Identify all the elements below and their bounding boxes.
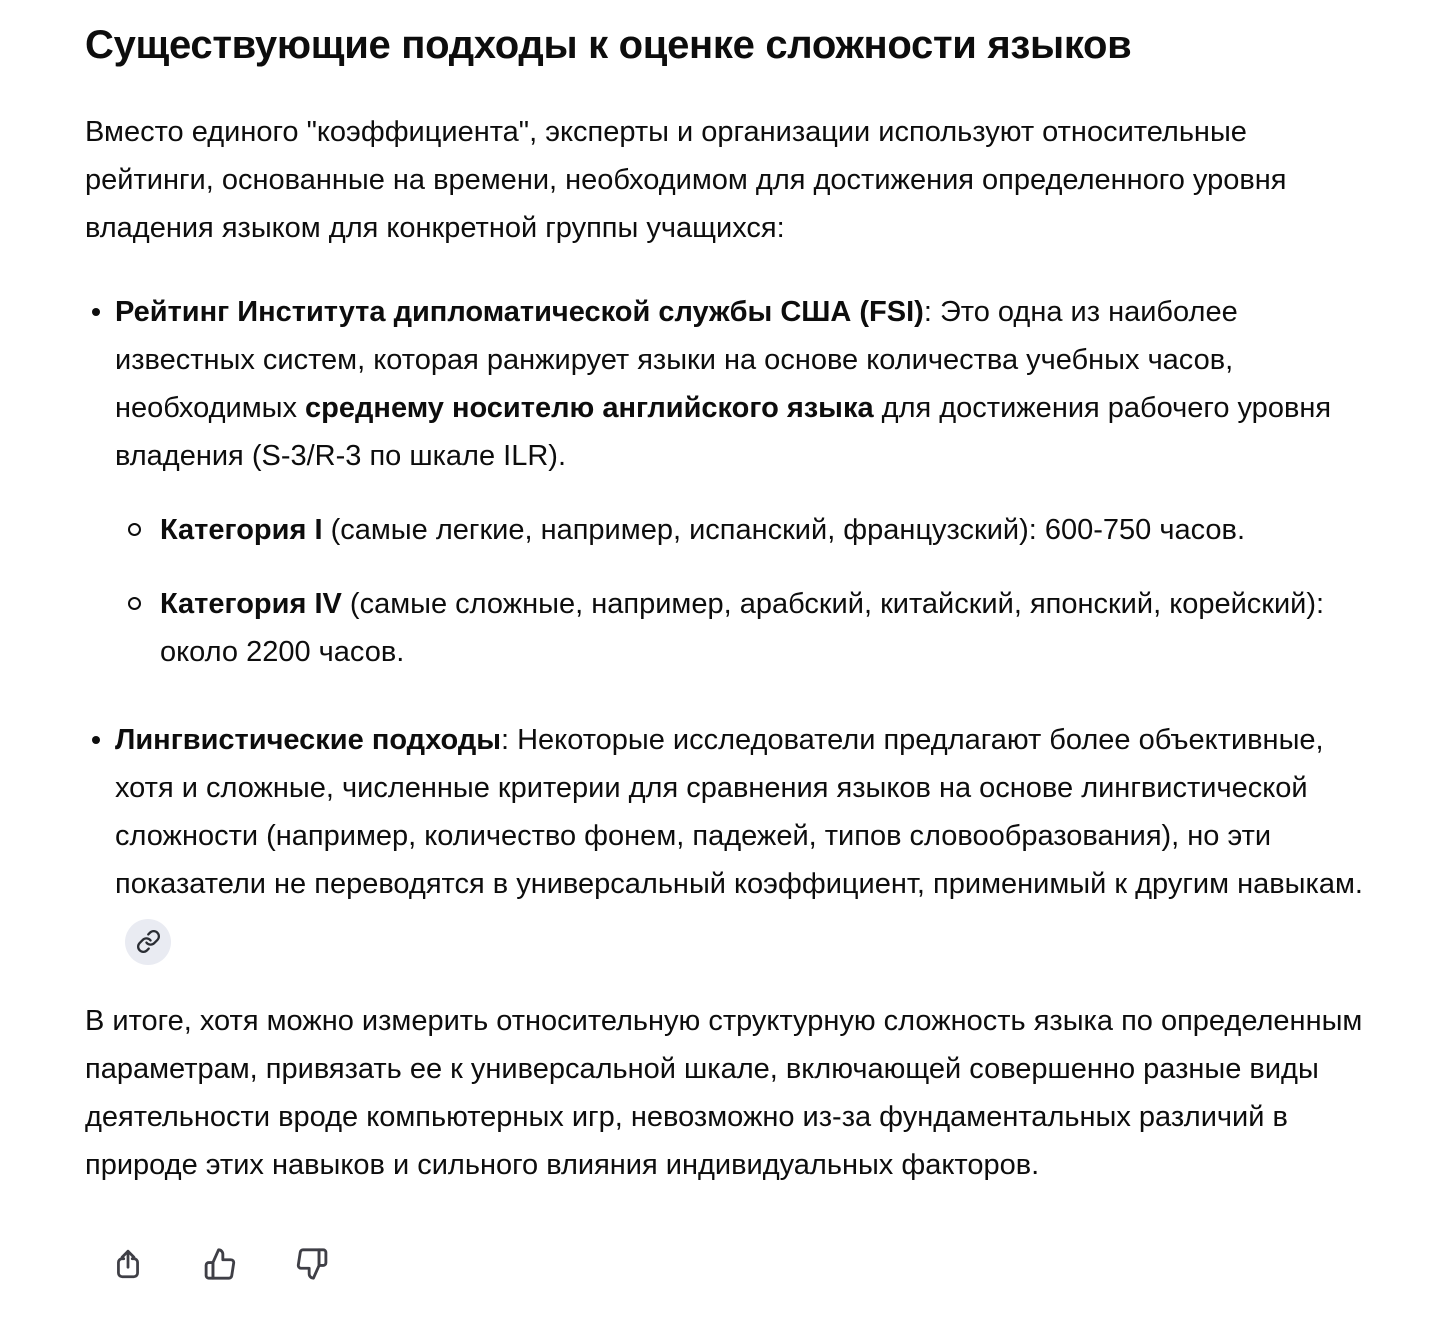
category-1-text: (самые легкие, например, испанский, французский): 600-750 часов. [322, 514, 1246, 546]
citation-link-chip[interactable] [125, 919, 171, 965]
link-icon [136, 929, 161, 954]
intro-paragraph: Вместо единого "коэффициента", эксперты и организации используют относительные рейтинги, основанные на времени, необходимом для достижения определенного уровня владения языком для конкретной группы учащихся: [85, 116, 1287, 244]
thumbs-down-icon [295, 1247, 329, 1281]
approaches-list [85, 288, 1375, 965]
thumbs-down-button[interactable] [295, 1247, 329, 1281]
share-button[interactable] [111, 1247, 145, 1281]
category-4-text: (самые сложные, например, арабский, китайский, японский, корейский): около 2200 часов. [160, 588, 1325, 668]
message-action-bar [111, 1247, 1375, 1281]
category-4-lead-bold: Категория IV [160, 588, 342, 620]
fsi-text-1: : Это одна из наиболее известных систем, которая ранжирует языки на основе количества учебных часов, необходимых [115, 296, 1238, 424]
fsi-lead-bold: Рейтинг Института дипломатической службы США (FSI) [115, 296, 924, 328]
list-item-category-4 [115, 580, 1375, 676]
conclusion-paragraph: В итоге, хотя можно измерить относительную структурную сложность языка по определенным параметрам, привязать ее к универсальной шкале, включающей совершенно разные виды деятельности вроде компьютерных игр, невозможно из-за фундаментальных различий в природе этих навыков и сильного влияния индивидуальных факторов. [85, 1004, 1363, 1181]
list-item-category-1 [115, 506, 1375, 554]
fsi-mid-bold: среднему носителю английского языка [305, 392, 874, 424]
page-title: Существующие подходы к оценке сложности языков [85, 23, 1132, 67]
list-item-fsi-rating [85, 288, 1375, 676]
share-icon [111, 1247, 145, 1281]
linguistic-lead-bold: Лингвистические подходы [115, 724, 501, 756]
category-1-lead-bold: Категория I [160, 514, 323, 546]
fsi-categories-sublist [115, 506, 1375, 676]
linguistic-text: : Некоторые исследователи предлагают более объективные, хотя и сложные, численные критерии для сравнения языков на основе лингвистической сложности (например, количество фонем, падежей, типов словообразования), но эти показатели не переводятся в универсальный коэффициент, применимый к другим навыкам. [115, 724, 1363, 900]
thumbs-up-icon [203, 1247, 237, 1281]
thumbs-up-button[interactable] [203, 1247, 237, 1281]
fsi-text-2: для достижения рабочего уровня владения (S-3/R-3 по шкале ILR). [115, 392, 1332, 472]
list-item-linguistic-approaches [85, 716, 1375, 965]
